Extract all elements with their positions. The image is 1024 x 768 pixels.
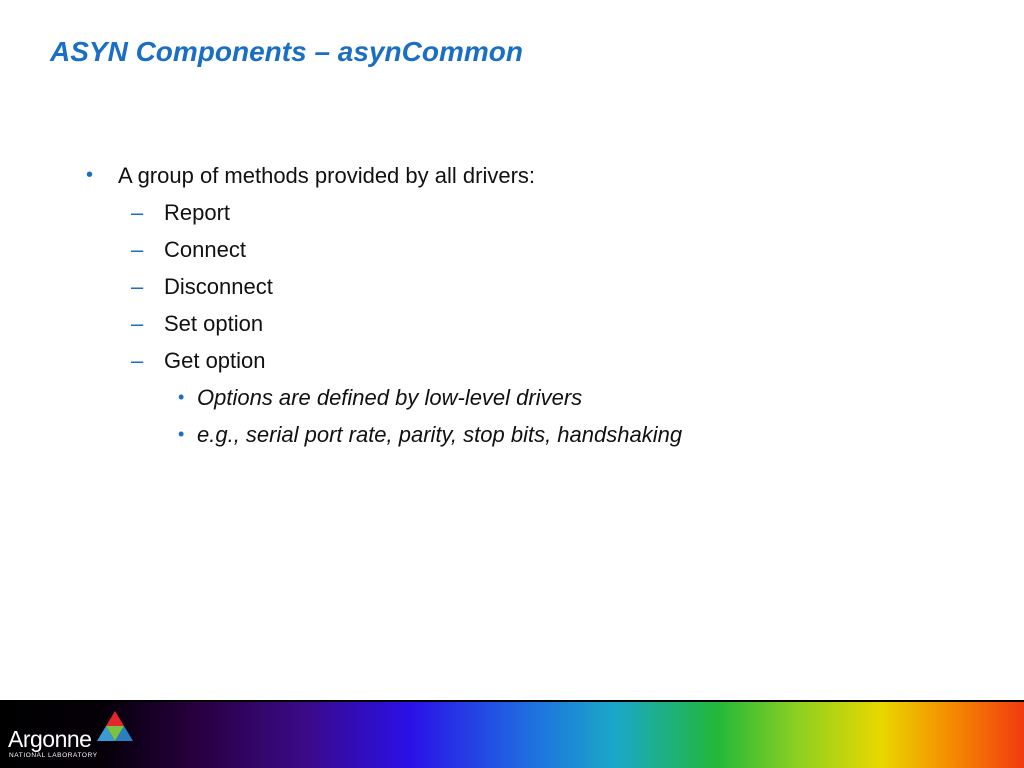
dash-marker: – [131,348,144,373]
bullet-marker: • [86,164,94,186]
list-item [0,161,1024,191]
list-item-text: Set option [164,311,264,336]
list-item-text: e.g., serial port rate, parity, stop bits, handshaking [197,422,683,447]
logo-wordmark: Argonne [8,726,92,752]
slide-title: ASYN Components – asynCommon [50,36,523,67]
list-item [0,235,1024,265]
list-item [0,420,1024,450]
list-item [0,346,1024,376]
list-item-text: A group of methods provided by all drivers: [118,163,536,188]
list-item-text: Report [164,200,231,225]
bullet-marker: • [178,424,185,444]
list-item-text: Disconnect [164,274,273,299]
logo-subtitle: NATIONAL LABORATORY [9,752,98,759]
bullet-marker: • [178,387,185,407]
dash-marker: – [131,237,144,262]
list-item-text: Options are defined by low-level drivers [197,385,583,410]
list-item-text: Connect [164,237,246,262]
list-item [0,272,1024,302]
dash-marker: – [131,311,144,336]
list-item [0,383,1024,413]
dash-marker: – [131,200,144,225]
list-item [0,309,1024,339]
dash-marker: – [131,274,144,299]
list-item-text: Get option [164,348,266,373]
argonne-triangle-icon [96,710,134,744]
argonne-logo [8,708,138,764]
footer-gradient-bar [0,700,1024,768]
list-item [0,198,1024,228]
